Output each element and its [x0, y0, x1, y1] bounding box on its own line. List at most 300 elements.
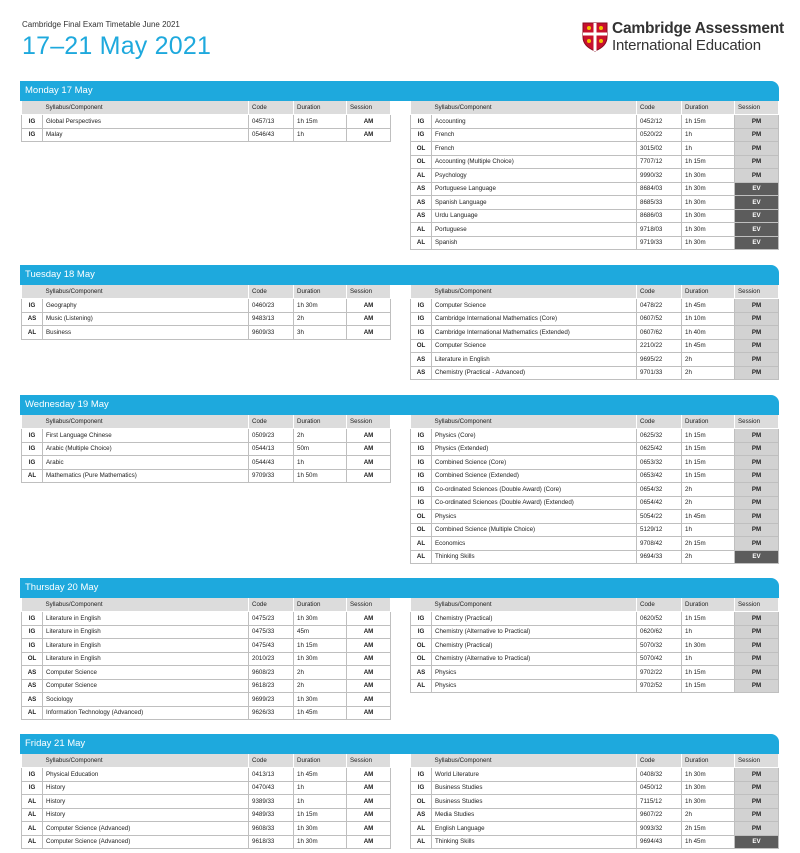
table-row: [411, 339, 779, 353]
session-cell: PM: [735, 679, 779, 693]
syllabus-cell: English Language: [432, 822, 637, 836]
duration-cell: 2h 15m: [682, 822, 735, 836]
code-cell: 8685/33: [637, 196, 682, 210]
syllabus-cell: Arabic: [43, 456, 249, 470]
morning-table: [21, 101, 391, 142]
code-cell: 0470/43: [249, 781, 294, 795]
syllabus-cell: Psychology: [432, 169, 637, 183]
table-row: [411, 639, 779, 653]
duration-cell: 1h 30m: [294, 652, 347, 666]
syllabus-cell: Co-ordinated Sciences (Double Award) (Core): [432, 483, 637, 497]
session-cell: PM: [735, 312, 779, 326]
table-row: [411, 652, 779, 666]
session-header: Session: [347, 754, 391, 768]
code-cell: 0653/32: [637, 456, 682, 470]
duration-cell: 1h 45m: [682, 835, 735, 849]
code-cell: 0625/32: [637, 429, 682, 443]
level-cell: AS: [22, 312, 43, 326]
table-row: [22, 612, 391, 626]
code-cell: 2210/22: [637, 339, 682, 353]
table-header-row: [411, 101, 779, 115]
level-cell: AL: [22, 822, 43, 836]
table-row: [411, 442, 779, 456]
syllabus-header: Syllabus/Component: [432, 285, 637, 299]
syllabus-cell: Spanish: [432, 236, 637, 250]
code-cell: 9701/33: [637, 366, 682, 380]
level-cell: AL: [411, 169, 432, 183]
duration-cell: 2h: [294, 666, 347, 680]
duration-header: Duration: [294, 415, 347, 429]
duration-cell: 1h 15m: [682, 115, 735, 129]
level-header: [411, 101, 432, 115]
level-cell: AL: [22, 835, 43, 849]
table-row: [22, 456, 391, 470]
syllabus-cell: Business Studies: [432, 781, 637, 795]
syllabus-cell: Portuguese Language: [432, 182, 637, 196]
code-cell: 0544/43: [249, 456, 294, 470]
table-row: [22, 822, 391, 836]
syllabus-cell: Computer Science (Advanced): [43, 835, 249, 849]
session-cell: PM: [735, 612, 779, 626]
syllabus-cell: Geography: [43, 299, 249, 313]
code-cell: 9702/22: [637, 666, 682, 680]
afternoon-table: [410, 415, 779, 564]
level-header: [22, 598, 43, 612]
code-cell: 9695/22: [637, 353, 682, 367]
day-heading: Wednesday 19 May: [20, 395, 779, 415]
level-cell: IG: [411, 442, 432, 456]
session-cell: PM: [735, 496, 779, 510]
session-cell: PM: [735, 483, 779, 497]
table-row: [411, 679, 779, 693]
session-cell: EV: [735, 223, 779, 237]
duration-cell: 1h 30m: [682, 768, 735, 782]
code-cell: 9483/13: [249, 312, 294, 326]
table-row: [411, 496, 779, 510]
code-cell: 5070/42: [637, 652, 682, 666]
code-cell: 9990/32: [637, 169, 682, 183]
table-row: [22, 652, 391, 666]
duration-cell: 2h: [682, 353, 735, 367]
table-row: [411, 142, 779, 156]
code-header: Code: [249, 754, 294, 768]
syllabus-cell: History: [43, 808, 249, 822]
duration-cell: 1h 15m: [682, 442, 735, 456]
duration-cell: 1h 15m: [682, 429, 735, 443]
level-cell: IG: [22, 128, 43, 142]
level-cell: AL: [411, 223, 432, 237]
duration-cell: 1h 30m: [682, 209, 735, 223]
level-cell: OL: [411, 795, 432, 809]
level-cell: IG: [411, 299, 432, 313]
session-cell: PM: [735, 537, 779, 551]
table-row: [411, 822, 779, 836]
level-cell: IG: [22, 299, 43, 313]
code-cell: 9489/33: [249, 808, 294, 822]
level-cell: AS: [22, 666, 43, 680]
table-row: [22, 625, 391, 639]
table-row: [22, 666, 391, 680]
code-cell: 0509/23: [249, 429, 294, 443]
code-header: Code: [249, 415, 294, 429]
duration-cell: 1h 45m: [294, 706, 347, 720]
session-cell: PM: [735, 442, 779, 456]
syllabus-cell: Media Studies: [432, 808, 637, 822]
level-cell: IG: [411, 128, 432, 142]
level-cell: AS: [411, 196, 432, 210]
session-cell: AM: [347, 128, 391, 142]
morning-table: [21, 285, 391, 340]
afternoon-table: [410, 754, 779, 849]
code-cell: 0457/13: [249, 115, 294, 129]
code-cell: 0654/32: [637, 483, 682, 497]
session-cell: AM: [347, 706, 391, 720]
code-cell: 9618/33: [249, 835, 294, 849]
syllabus-cell: Mathematics (Pure Mathematics): [43, 469, 249, 483]
code-header: Code: [637, 598, 682, 612]
code-cell: 9389/33: [249, 795, 294, 809]
code-cell: 0475/23: [249, 612, 294, 626]
session-cell: EV: [735, 182, 779, 196]
syllabus-cell: Thinking Skills: [432, 835, 637, 849]
syllabus-header: Syllabus/Component: [43, 285, 249, 299]
session-cell: PM: [735, 353, 779, 367]
level-cell: AS: [411, 353, 432, 367]
table-row: [22, 808, 391, 822]
level-cell: IG: [411, 483, 432, 497]
session-header: Session: [347, 415, 391, 429]
code-cell: 0475/33: [249, 625, 294, 639]
day-heading: Tuesday 18 May: [20, 265, 779, 285]
session-cell: PM: [735, 808, 779, 822]
syllabus-cell: Chemistry (Alternative to Practical): [432, 652, 637, 666]
syllabus-header: Syllabus/Component: [43, 101, 249, 115]
level-cell: OL: [411, 155, 432, 169]
afternoon-table: [410, 101, 779, 250]
cambridge-logo: [582, 20, 785, 56]
code-cell: 0620/52: [637, 612, 682, 626]
table-row: [411, 456, 779, 470]
page-title: 17–21 May 2021: [22, 32, 212, 60]
session-cell: AM: [347, 326, 391, 340]
level-cell: AL: [411, 236, 432, 250]
duration-cell: 1h 40m: [682, 326, 735, 340]
duration-cell: 1h 30m: [682, 182, 735, 196]
duration-cell: 1h 15m: [682, 469, 735, 483]
level-cell: IG: [22, 768, 43, 782]
syllabus-cell: Physics: [432, 679, 637, 693]
duration-cell: 1h 50m: [294, 469, 347, 483]
level-cell: AL: [411, 679, 432, 693]
table-row: [411, 795, 779, 809]
session-header: Session: [347, 598, 391, 612]
session-cell: EV: [735, 835, 779, 849]
code-cell: 0654/42: [637, 496, 682, 510]
level-cell: IG: [411, 326, 432, 340]
syllabus-cell: First Language Chinese: [43, 429, 249, 443]
table-row: [411, 537, 779, 551]
code-cell: 5070/32: [637, 639, 682, 653]
session-cell: AM: [347, 312, 391, 326]
duration-cell: 1h 30m: [294, 299, 347, 313]
table-row: [22, 706, 391, 720]
syllabus-cell: Malay: [43, 128, 249, 142]
table-row: [22, 299, 391, 313]
syllabus-header: Syllabus/Component: [432, 754, 637, 768]
level-cell: AL: [411, 835, 432, 849]
code-cell: 9718/03: [637, 223, 682, 237]
morning-table: [21, 754, 391, 849]
session-cell: PM: [735, 456, 779, 470]
level-cell: AS: [411, 182, 432, 196]
code-cell: 0653/42: [637, 469, 682, 483]
duration-cell: 1h: [294, 795, 347, 809]
level-cell: IG: [22, 781, 43, 795]
syllabus-cell: Business Studies: [432, 795, 637, 809]
session-cell: AM: [347, 612, 391, 626]
syllabus-cell: Computer Science: [43, 679, 249, 693]
morning-table: [21, 415, 391, 483]
session-cell: PM: [735, 155, 779, 169]
session-cell: PM: [735, 142, 779, 156]
level-cell: OL: [411, 142, 432, 156]
table-row: [22, 679, 391, 693]
syllabus-cell: Economics: [432, 537, 637, 551]
session-cell: PM: [735, 781, 779, 795]
syllabus-cell: Computer Science: [43, 666, 249, 680]
table-row: [22, 768, 391, 782]
syllabus-cell: Physics: [432, 666, 637, 680]
level-header: [22, 101, 43, 115]
level-cell: IG: [22, 625, 43, 639]
session-cell: PM: [735, 822, 779, 836]
session-header: Session: [735, 598, 779, 612]
code-cell: 9626/33: [249, 706, 294, 720]
table-row: [22, 442, 391, 456]
code-cell: 7707/12: [637, 155, 682, 169]
level-cell: IG: [22, 115, 43, 129]
code-cell: 0607/62: [637, 326, 682, 340]
level-cell: AL: [22, 469, 43, 483]
table-row: [22, 469, 391, 483]
level-cell: IG: [22, 456, 43, 470]
syllabus-cell: Cambridge International Mathematics (Core): [432, 312, 637, 326]
duration-cell: 2h: [682, 366, 735, 380]
level-cell: AL: [22, 706, 43, 720]
session-cell: AM: [347, 666, 391, 680]
code-cell: 0450/12: [637, 781, 682, 795]
level-cell: IG: [22, 442, 43, 456]
code-header: Code: [249, 101, 294, 115]
code-cell: 9609/33: [249, 326, 294, 340]
duration-cell: 1h 15m: [682, 666, 735, 680]
level-cell: AL: [22, 808, 43, 822]
table-row: [22, 693, 391, 707]
session-cell: AM: [347, 808, 391, 822]
syllabus-cell: Arabic (Multiple Choice): [43, 442, 249, 456]
duration-cell: 2h: [294, 429, 347, 443]
level-cell: OL: [411, 523, 432, 537]
code-cell: 0625/42: [637, 442, 682, 456]
duration-header: Duration: [682, 101, 735, 115]
syllabus-cell: Music (Listening): [43, 312, 249, 326]
syllabus-header: Syllabus/Component: [43, 598, 249, 612]
table-row: [411, 312, 779, 326]
session-cell: AM: [347, 639, 391, 653]
session-cell: AM: [347, 781, 391, 795]
code-cell: 9618/23: [249, 679, 294, 693]
session-cell: EV: [735, 196, 779, 210]
duration-cell: 1h 30m: [682, 223, 735, 237]
session-cell: AM: [347, 768, 391, 782]
level-cell: AL: [22, 326, 43, 340]
code-cell: 0520/22: [637, 128, 682, 142]
duration-header: Duration: [294, 598, 347, 612]
table-row: [22, 835, 391, 849]
level-header: [411, 285, 432, 299]
code-cell: 9719/33: [637, 236, 682, 250]
table-row: [411, 169, 779, 183]
table-row: [411, 209, 779, 223]
table-row: [411, 666, 779, 680]
session-header: Session: [347, 285, 391, 299]
level-cell: AS: [411, 209, 432, 223]
level-cell: OL: [411, 339, 432, 353]
duration-cell: 1h: [682, 652, 735, 666]
duration-cell: 1h 15m: [682, 679, 735, 693]
duration-header: Duration: [294, 754, 347, 768]
session-cell: PM: [735, 639, 779, 653]
level-cell: IG: [411, 429, 432, 443]
syllabus-cell: Chemistry (Alternative to Practical): [432, 625, 637, 639]
session-cell: AM: [347, 822, 391, 836]
day-section-friday-21-may: [20, 734, 779, 846]
syllabus-cell: French: [432, 128, 637, 142]
level-cell: IG: [411, 469, 432, 483]
duration-cell: 1h 15m: [294, 639, 347, 653]
session-cell: EV: [735, 550, 779, 564]
table-row: [411, 236, 779, 250]
duration-cell: 2h 15m: [682, 537, 735, 551]
document-title: Cambridge Final Exam Timetable June 2021: [22, 20, 180, 29]
level-cell: IG: [411, 456, 432, 470]
table-row: [411, 781, 779, 795]
syllabus-cell: Global Perspectives: [43, 115, 249, 129]
duration-cell: 2h: [682, 550, 735, 564]
duration-cell: 50m: [294, 442, 347, 456]
level-cell: OL: [411, 639, 432, 653]
code-header: Code: [637, 101, 682, 115]
syllabus-cell: Literature in English: [43, 639, 249, 653]
session-cell: PM: [735, 128, 779, 142]
duration-cell: 1h 30m: [682, 169, 735, 183]
table-row: [411, 326, 779, 340]
day-heading: Thursday 20 May: [20, 578, 779, 598]
syllabus-cell: World Literature: [432, 768, 637, 782]
syllabus-cell: Thinking Skills: [432, 550, 637, 564]
duration-cell: 1h 45m: [294, 768, 347, 782]
session-cell: EV: [735, 236, 779, 250]
session-cell: PM: [735, 326, 779, 340]
code-cell: 9694/43: [637, 835, 682, 849]
session-header: Session: [735, 101, 779, 115]
code-cell: 7115/12: [637, 795, 682, 809]
table-row: [411, 299, 779, 313]
code-cell: 8684/03: [637, 182, 682, 196]
syllabus-header: Syllabus/Component: [432, 415, 637, 429]
table-row: [411, 128, 779, 142]
duration-cell: 1h: [682, 142, 735, 156]
syllabus-cell: Physics (Extended): [432, 442, 637, 456]
level-cell: IG: [411, 312, 432, 326]
syllabus-cell: History: [43, 795, 249, 809]
syllabus-cell: Spanish Language: [432, 196, 637, 210]
level-cell: IG: [411, 768, 432, 782]
duration-cell: 1h 15m: [682, 612, 735, 626]
level-cell: IG: [22, 429, 43, 443]
session-header: Session: [735, 754, 779, 768]
code-cell: 0413/13: [249, 768, 294, 782]
session-header: Session: [735, 285, 779, 299]
session-cell: PM: [735, 625, 779, 639]
session-cell: PM: [735, 469, 779, 483]
level-cell: IG: [411, 496, 432, 510]
level-cell: AL: [411, 537, 432, 551]
session-header: Session: [347, 101, 391, 115]
level-cell: IG: [411, 625, 432, 639]
duration-header: Duration: [682, 285, 735, 299]
syllabus-cell: Sociology: [43, 693, 249, 707]
level-header: [22, 754, 43, 768]
table-row: [411, 469, 779, 483]
duration-cell: 1h: [294, 456, 347, 470]
table-row: [411, 223, 779, 237]
session-cell: PM: [735, 523, 779, 537]
session-cell: AM: [347, 469, 391, 483]
table-row: [411, 366, 779, 380]
table-row: [411, 155, 779, 169]
syllabus-cell: Co-ordinated Sciences (Double Award) (Extended): [432, 496, 637, 510]
table-row: [22, 795, 391, 809]
duration-cell: 1h: [682, 625, 735, 639]
session-cell: PM: [735, 795, 779, 809]
syllabus-cell: Chemistry (Practical - Advanced): [432, 366, 637, 380]
table-row: [411, 768, 779, 782]
code-cell: 9702/52: [637, 679, 682, 693]
code-cell: 2010/23: [249, 652, 294, 666]
session-cell: PM: [735, 666, 779, 680]
duration-cell: 2h: [294, 312, 347, 326]
level-header: [411, 415, 432, 429]
level-cell: OL: [22, 652, 43, 666]
syllabus-cell: Combined Science (Core): [432, 456, 637, 470]
syllabus-cell: Physics: [432, 510, 637, 524]
duration-cell: 1h: [294, 128, 347, 142]
code-cell: 9708/42: [637, 537, 682, 551]
code-cell: 9699/23: [249, 693, 294, 707]
code-header: Code: [637, 415, 682, 429]
code-cell: 9093/32: [637, 822, 682, 836]
code-header: Code: [249, 598, 294, 612]
syllabus-cell: Physics (Core): [432, 429, 637, 443]
syllabus-cell: French: [432, 142, 637, 156]
syllabus-header: Syllabus/Component: [432, 598, 637, 612]
level-header: [22, 415, 43, 429]
code-cell: 0460/23: [249, 299, 294, 313]
crest-icon: [582, 22, 608, 52]
session-cell: PM: [735, 510, 779, 524]
duration-cell: 1h 30m: [682, 639, 735, 653]
